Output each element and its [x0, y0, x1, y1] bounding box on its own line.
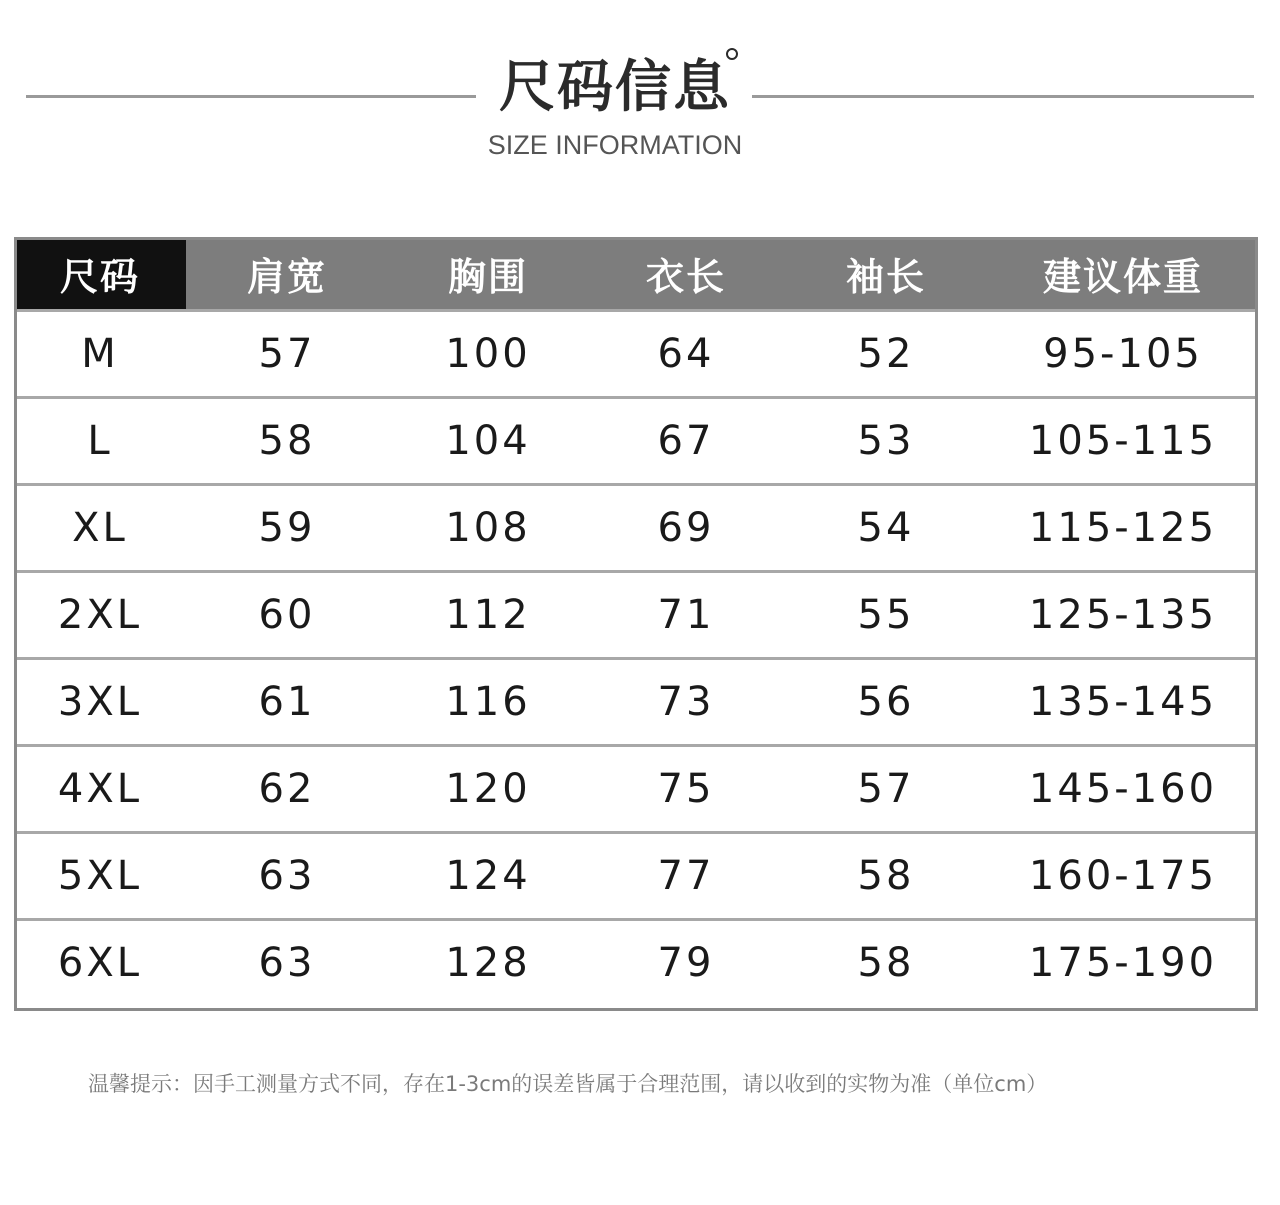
cell-size: L: [14, 398, 186, 485]
cell-chest: 104: [388, 398, 588, 485]
column-header-sleeve: 袖长: [784, 237, 988, 311]
header-rule-right: [752, 95, 1254, 98]
cell-weight: 95-105: [988, 311, 1258, 398]
column-header-weight: 建议体重: [988, 237, 1258, 311]
cell-chest: 108: [388, 485, 588, 572]
page-subtitle: SIZE INFORMATION: [487, 130, 743, 160]
cell-shoulder: 63: [186, 833, 388, 920]
cell-sleeve: 58: [784, 833, 988, 920]
column-header-size: 尺码: [14, 237, 186, 311]
page-title: 尺码信息: [499, 55, 731, 120]
cell-weight: 115-125: [988, 485, 1258, 572]
cell-size: 4XL: [14, 746, 186, 833]
cell-size: 6XL: [14, 920, 186, 1006]
header-rule-left: [26, 95, 476, 98]
cell-weight: 175-190: [988, 920, 1258, 1006]
cell-sleeve: 56: [784, 659, 988, 746]
cell-shoulder: 60: [186, 572, 388, 659]
cell-shoulder: 62: [186, 746, 388, 833]
cell-chest: 112: [388, 572, 588, 659]
cell-weight: 135-145: [988, 659, 1258, 746]
cell-length: 79: [588, 920, 784, 1006]
cell-size: 3XL: [14, 659, 186, 746]
table-row: [14, 572, 1258, 659]
measurement-note: 温馨提示：因手工测量方式不同，存在1-3cm的误差皆属于合理范围，请以收到的实物为准（单位cm）: [88, 1072, 1048, 1096]
cell-chest: 124: [388, 833, 588, 920]
cell-length: 64: [588, 311, 784, 398]
cell-weight: 145-160: [988, 746, 1258, 833]
cell-sleeve: 54: [784, 485, 988, 572]
cell-size: 5XL: [14, 833, 186, 920]
table-row: [14, 920, 1258, 1006]
column-header-chest: 胸围: [388, 237, 588, 311]
table-row: [14, 659, 1258, 746]
cell-chest: 128: [388, 920, 588, 1006]
table-header-row: [14, 237, 1258, 311]
cell-length: 77: [588, 833, 784, 920]
table-row: [14, 311, 1258, 398]
page-header: [0, 0, 1280, 200]
cell-length: 71: [588, 572, 784, 659]
table-row: [14, 485, 1258, 572]
cell-size: 2XL: [14, 572, 186, 659]
cell-shoulder: 58: [186, 398, 388, 485]
title-circle-mark: [726, 48, 738, 60]
table-row: [14, 833, 1258, 920]
cell-length: 75: [588, 746, 784, 833]
cell-shoulder: 59: [186, 485, 388, 572]
table-row: [14, 746, 1258, 833]
cell-size: XL: [14, 485, 186, 572]
cell-shoulder: 63: [186, 920, 388, 1006]
cell-chest: 116: [388, 659, 588, 746]
size-table: [14, 237, 1258, 1005]
cell-sleeve: 52: [784, 311, 988, 398]
cell-sleeve: 57: [784, 746, 988, 833]
column-header-length: 衣长: [588, 237, 784, 311]
cell-shoulder: 61: [186, 659, 388, 746]
cell-sleeve: 53: [784, 398, 988, 485]
cell-length: 69: [588, 485, 784, 572]
column-header-shoulder: 肩宽: [186, 237, 388, 311]
cell-shoulder: 57: [186, 311, 388, 398]
table-row: [14, 398, 1258, 485]
cell-sleeve: 58: [784, 920, 988, 1006]
cell-weight: 125-135: [988, 572, 1258, 659]
cell-length: 67: [588, 398, 784, 485]
cell-sleeve: 55: [784, 572, 988, 659]
cell-weight: 105-115: [988, 398, 1258, 485]
cell-weight: 160-175: [988, 833, 1258, 920]
cell-length: 73: [588, 659, 784, 746]
cell-size: M: [14, 311, 186, 398]
cell-chest: 100: [388, 311, 588, 398]
cell-chest: 120: [388, 746, 588, 833]
